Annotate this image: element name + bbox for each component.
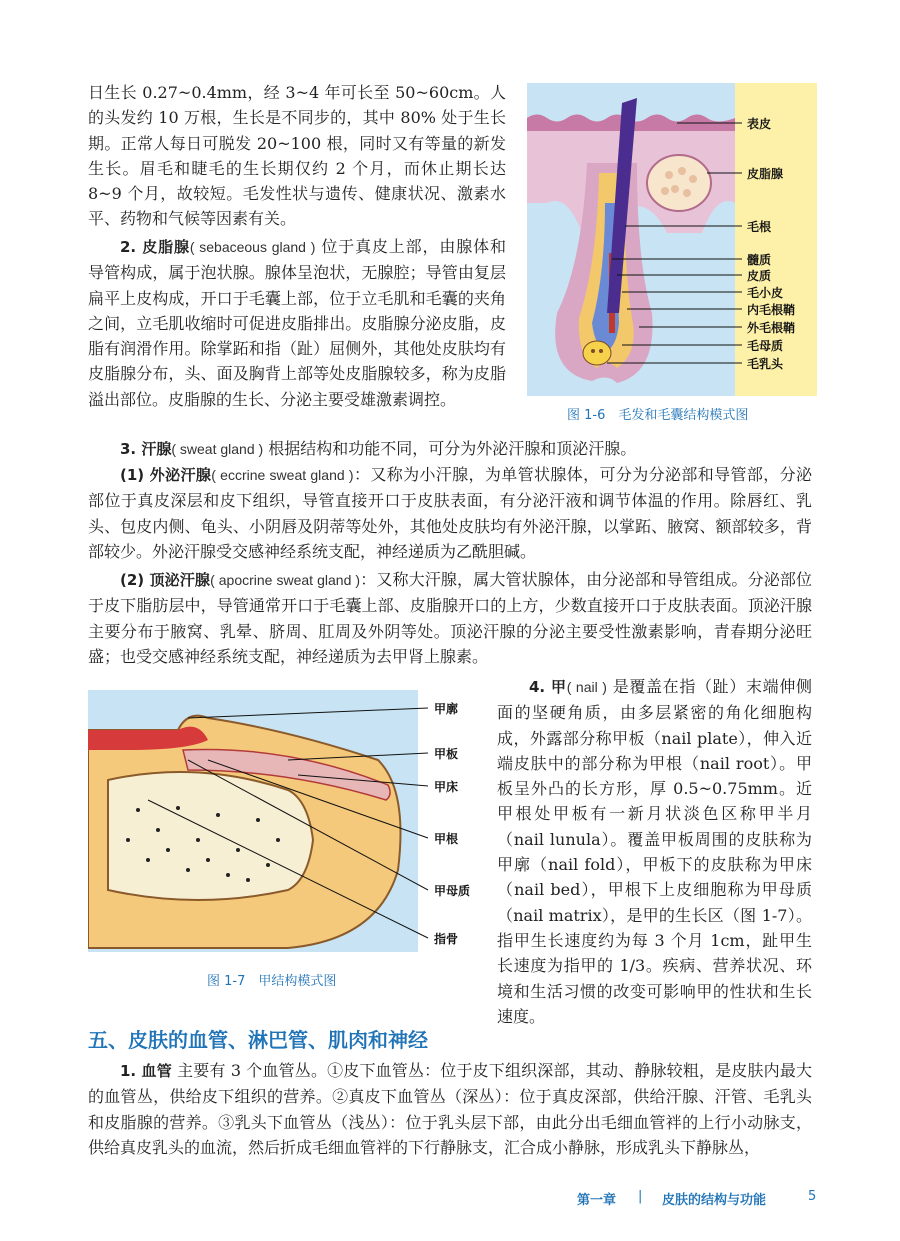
latin-eccrine: ( eccrine sweat gland ) xyxy=(211,467,354,483)
paragraph-sebaceous-gland xyxy=(88,234,506,412)
label-hair-root: 毛根 xyxy=(747,220,772,234)
figure-nail-structure xyxy=(88,690,476,952)
label-cuticle: 毛小皮 xyxy=(747,286,784,300)
label-sebaceous-gland: 皮脂腺 xyxy=(747,167,784,181)
body-apocrine: ：又称大汗腺，属大管状腺体，由分泌部和导管组成。分泌部位于皮下脂肪层中，导管通常开口于毛囊上部、皮脂腺开口的上方，少数直接开口于皮肤表面。顶泌汗腺主要分布于腋窝、乳晕、脐周、肛周及外阴等处。顶泌汗腺的分泌主要受性激素影响，青春期分泌旺盛；也受交感神经系统支配，神经递质为去甲肾上腺素。 xyxy=(88,570,812,666)
paragraph-blood-vessels xyxy=(88,1058,812,1160)
paragraph-apocrine xyxy=(88,567,812,669)
nail-structure-diagram xyxy=(88,690,476,952)
caption-figure-1-7: 图 1-7 甲结构模式图 xyxy=(207,974,337,989)
label-cortex: 皮质 xyxy=(747,269,772,283)
label-phalanx: 指骨 xyxy=(434,932,459,946)
body-eccrine: ：又称为小汗腺，为单管状腺体，可分为分泌部和导管部，分泌部位于真皮深层和皮下组织，导管直接开口于皮肤表面，有分泌汗液和调节体温的作用。除唇红、乳头、包皮内侧、龟头、小阴唇及阴蒂等处外，其他处皮肤均有外泌汗腺，以掌跖、腋窝、额部较多，背部较少。外泌汗腺受交感神经系统支配，神经递质为乙酰胆碱。 xyxy=(88,465,812,561)
latin-sweat-gland: ( sweat gland ) xyxy=(171,441,264,457)
label-outer-root-sheath: 外毛根鞘 xyxy=(747,321,796,335)
body-sebaceous-gland: 位于真皮上部，由腺体和导管构成，属于泡状腺。腺体呈泡状，无腺腔；导管由复层扁平上皮构成，开口于毛囊上部，位于立毛肌和毛囊的夹角之间，立毛肌收缩时可促进皮脂排出。皮脂腺分泌皮脂，皮脂有润滑作用。除掌跖和指（趾）屈侧外，其他处皮肤均有皮脂腺分布，头、面及胸背上部等处皮脂腺较多，称为皮脂溢出部位。皮脂腺的生长、分泌主要受雄激素调控。 xyxy=(88,237,506,409)
body-sweat-gland: 根据结构和功能不同，可分为外泌汗腺和顶泌汗腺。 xyxy=(263,439,637,458)
latin-nail: ( nail ) xyxy=(566,679,607,695)
heading-sweat-gland: 3. 汗腺 xyxy=(120,440,172,458)
heading-sebaceous-gland: 2. 皮脂腺 xyxy=(120,238,190,256)
paragraph-eccrine xyxy=(88,462,812,564)
caption-figure-1-6: 图 1-6 毛发和毛囊结构模式图 xyxy=(567,408,749,423)
label-dermal-papilla: 毛乳头 xyxy=(747,357,784,371)
paragraph-sweat-gland xyxy=(88,436,812,462)
heading-nail: 4. 甲 xyxy=(529,678,567,696)
body-nail: 是覆盖在指（趾）末端伸侧面的坚硬角质，由多层紧密的角化细胞构成，外露部分称甲板（nail plate），伸入近端皮肤中的部分称为甲根（nail root）。甲板呈外凸的长方形，厚 0.5~0.75mm。近甲根处甲板有一新月状淡色区称甲半月（nail lunula）。覆盖甲板周围的皮肤称为甲廓（nail fold），甲板下的皮肤称为甲床（nail bed），甲根下上皮细胞称为甲母质（nail matrix），是甲的生长区（图 1-7）。指甲生长速度约为每 3 个月 1cm，趾甲生长速度为指甲的 1/3。疾病、营养状况、环境和生活习惯的改变可影响甲的性状和生长速度。 xyxy=(497,677,813,1026)
latin-sebaceous-gland: ( sebaceous gland ) xyxy=(189,239,316,255)
label-nail-matrix: 甲母质 xyxy=(434,884,471,898)
page-number: 5 xyxy=(808,1189,817,1204)
heading-eccrine: (1) 外泌汗腺 xyxy=(120,466,212,484)
label-nail-bed: 甲床 xyxy=(434,780,459,794)
label-nail-plate: 甲板 xyxy=(434,747,459,761)
label-medulla: 髓质 xyxy=(747,253,772,267)
figure-hair-follicle xyxy=(527,83,817,396)
paragraph-nail xyxy=(497,674,812,1029)
label-hair-matrix: 毛母质 xyxy=(747,339,784,353)
heading-blood-vessels: 1. 血管 xyxy=(120,1062,172,1080)
label-nail-fold: 甲廓 xyxy=(434,702,459,716)
body-blood-vessels: 主要有 3 个血管丛。①皮下血管丛：位于皮下组织深部，其动、静脉较粗，是皮肤内最大的血管丛，供给皮下组织的营养。②真皮下血管丛（深丛）：位于真皮深部，供给汗腺、汗管、毛乳头和皮脂腺的营养。③乳头下血管丛（浅丛）：位于乳头层下部，由此分出毛细血管袢的上行小动脉支，供给真皮乳头的血流，然后折成毛细血管袢的下行静脉支，汇合成小静脉，形成乳头下静脉丛， xyxy=(88,1061,812,1157)
footer-chapter: 第一章 xyxy=(577,1193,617,1208)
paragraph-hair-growth: 日生长 0.27~0.4mm，经 3~4 年可长至 50~60cm。人的头发约 10 万根，生长是不同步的，其中 80% 处于生长期。正常人每日可脱发 20~100 根，同时又有等量的新发生长。眉毛和睫毛的生长期仅约 2 个月，而休止期长达 8~9 个月，故较短。毛发性状与遗传、健康状况、激素水平、药物和气候等因素有关。 xyxy=(88,83,506,229)
footer-title: 皮肤的结构与功能 xyxy=(662,1193,767,1208)
footer-separator: | xyxy=(638,1189,643,1204)
section-title: 五、皮肤的血管、淋巴管、肌肉和神经 xyxy=(88,1028,428,1052)
label-epidermis: 表皮 xyxy=(747,117,772,131)
label-inner-root-sheath: 内毛根鞘 xyxy=(747,303,796,317)
heading-apocrine: (2) 顶泌汗腺 xyxy=(120,571,211,589)
label-nail-root: 甲根 xyxy=(434,832,459,846)
latin-apocrine: ( apocrine sweat gland ) xyxy=(210,572,361,588)
